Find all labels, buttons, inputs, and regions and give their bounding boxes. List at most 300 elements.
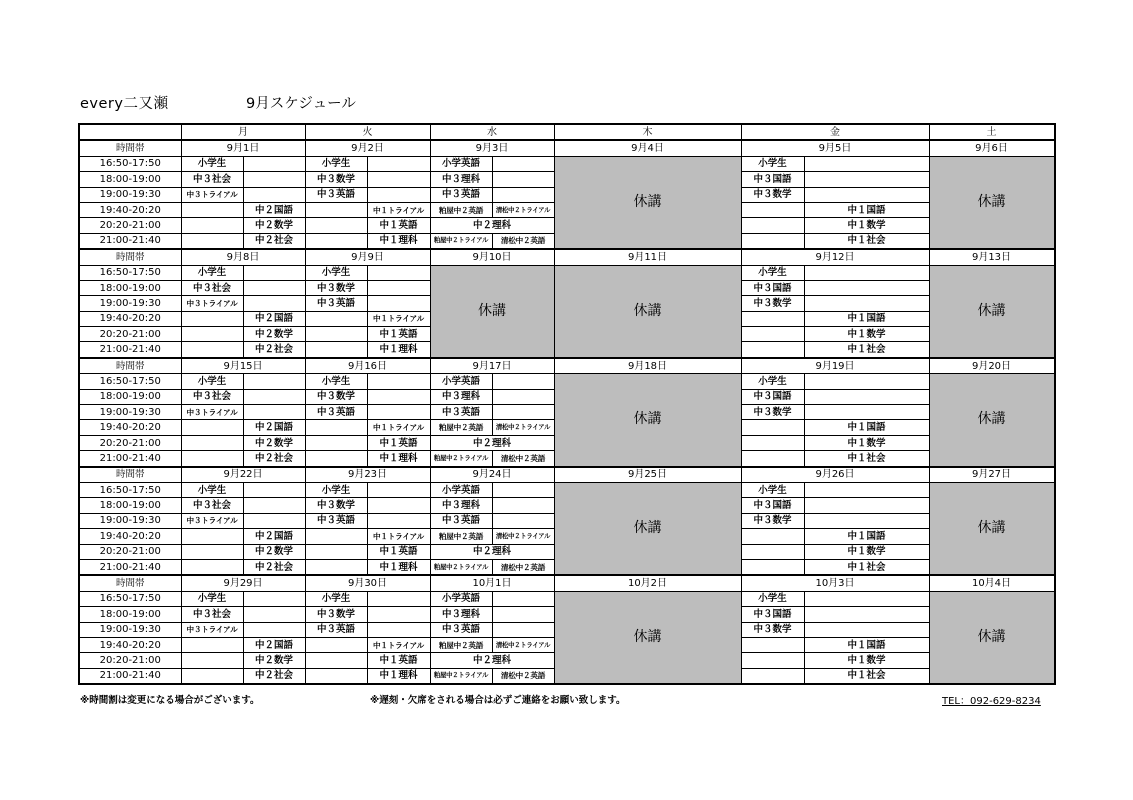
class-slot: 中１理科: [367, 559, 430, 575]
empty-slot: [181, 529, 243, 544]
class-slot: 中３社会: [181, 172, 243, 187]
class-slot: 中１国語: [804, 311, 929, 326]
class-slot: 中１トライアル: [367, 311, 430, 326]
date-header-row: [79, 575, 1055, 591]
time-range: 16:50-17:50: [79, 591, 181, 606]
date-label: [1054, 358, 1055, 374]
class-slot: 小学生: [305, 156, 367, 171]
empty-slot: [243, 482, 305, 497]
class-slot: 清松中２英語: [492, 233, 554, 249]
date-label: 9月23日: [305, 467, 430, 483]
class-slot: 小学生: [741, 265, 804, 280]
class-slot: 中１理科: [367, 451, 430, 467]
schedule-table: [78, 123, 1056, 685]
time-header: 時間帯: [79, 249, 181, 265]
class-slot: 中２国語: [243, 420, 305, 435]
class-slot: 小学生: [181, 482, 243, 497]
empty-slot: [181, 202, 243, 217]
time-header: 時間帯: [79, 575, 181, 591]
closed-cell: 休講: [554, 265, 741, 358]
class-slot: 粕屋中２トライアル: [430, 559, 492, 575]
class-slot: 中１トライアル: [367, 202, 430, 217]
class-slot: 中３トライアル: [181, 296, 243, 311]
class-slot: 小学英語: [430, 482, 492, 497]
class-slot: 中３数学: [741, 513, 804, 528]
time-range: 21:00-21:40: [79, 668, 181, 684]
time-range: 21:00-21:40: [79, 559, 181, 575]
empty-slot: [181, 420, 243, 435]
date-label: 10月2日: [554, 575, 741, 591]
closed-cell: 休講: [554, 482, 741, 575]
class-slot: 中１数学: [804, 544, 929, 559]
class-slot: 小学生: [305, 591, 367, 606]
date-label: 10月4日: [929, 575, 1054, 591]
class-slot: 中３英語: [430, 513, 492, 528]
closed-cell: 休講: [554, 374, 741, 467]
class-slot: 中３国語: [741, 280, 804, 295]
date-label: 9月26日: [741, 467, 929, 483]
class-slot: 中３数学: [305, 280, 367, 295]
empty-slot: [305, 233, 367, 249]
weekday-label: 水: [430, 124, 554, 140]
empty-slot: [243, 405, 305, 420]
empty-slot: [243, 498, 305, 513]
class-slot: 中１英語: [367, 327, 430, 342]
empty-slot: [243, 296, 305, 311]
class-slot: 清松中２トライアル: [492, 637, 554, 652]
class-slot: 清松中２トライアル: [492, 202, 554, 217]
time-range: 18:00-19:00: [79, 172, 181, 187]
class-slot: 小学生: [181, 374, 243, 389]
empty-slot: [492, 482, 554, 497]
class-slot: 中１国語: [804, 637, 929, 652]
empty-slot: [181, 668, 243, 684]
time-range: 20:20-21:00: [79, 218, 181, 233]
time-range: 19:40-20:20: [79, 420, 181, 435]
weekday-header-row: [79, 124, 1055, 140]
class-slot: 小学生: [741, 482, 804, 497]
date-label: [1054, 249, 1055, 265]
class-slot: 中２社会: [243, 342, 305, 358]
class-slot: 中３理科: [430, 607, 492, 622]
empty-slot: [367, 513, 430, 528]
class-slot: 中３トライアル: [181, 513, 243, 528]
weekday-label: 金: [741, 124, 929, 140]
empty-slot: [305, 342, 367, 358]
empty-slot: [243, 187, 305, 202]
class-slot: 中３英語: [305, 622, 367, 637]
time-range: 19:40-20:20: [79, 529, 181, 544]
empty-slot: [492, 156, 554, 171]
empty-slot: [741, 451, 804, 467]
time-header: 時間帯: [79, 358, 181, 374]
empty-slot: [305, 218, 367, 233]
date-header-row: [79, 140, 1055, 156]
empty-slot: [1055, 265, 1056, 280]
empty-slot: [741, 342, 804, 358]
empty-slot: [243, 374, 305, 389]
class-slot: 中１理科: [367, 342, 430, 358]
date-label: 9月30日: [305, 575, 430, 591]
time-slot-row: [79, 482, 1055, 497]
time-range: 18:00-19:00: [79, 389, 181, 404]
class-slot: 中３理科: [430, 172, 492, 187]
time-header: 時間帯: [79, 140, 181, 156]
class-slot: 中１国語: [804, 420, 929, 435]
time-range: 20:20-21:00: [79, 653, 181, 668]
empty-slot: [305, 544, 367, 559]
empty-slot: [492, 513, 554, 528]
class-slot: 小学英語: [430, 374, 492, 389]
schedule-change-note: ※時間割は変更になる場合がございます。: [80, 695, 260, 706]
class-slot: 中２社会: [243, 233, 305, 249]
empty-slot: [804, 607, 929, 622]
empty-slot: [804, 172, 929, 187]
empty-slot: [367, 156, 430, 171]
class-slot: 中３国語: [741, 607, 804, 622]
class-slot: 清松中２トライアル: [492, 529, 554, 544]
class-slot: 中２社会: [243, 668, 305, 684]
empty-slot: [181, 653, 243, 668]
empty-slot: [243, 607, 305, 622]
class-slot: 中３英語: [305, 296, 367, 311]
date-header-row: [79, 358, 1055, 374]
empty-slot: [804, 156, 929, 171]
empty-slot: [492, 591, 554, 606]
class-slot: 中３トライアル: [181, 187, 243, 202]
class-slot: 中１英語: [367, 544, 430, 559]
class-slot: 小学生: [741, 591, 804, 606]
class-slot: 中２理科: [430, 435, 554, 450]
time-range: 19:00-19:30: [79, 296, 181, 311]
empty-slot: [305, 653, 367, 668]
class-slot: 中２国語: [243, 202, 305, 217]
date-label: 9月19日: [741, 358, 929, 374]
class-slot: 中３数学: [741, 296, 804, 311]
weekday-label: 火: [305, 124, 430, 140]
empty-slot: [367, 498, 430, 513]
corner-cell: [79, 124, 181, 140]
empty-slot: [367, 187, 430, 202]
empty-slot: [305, 327, 367, 342]
time-slot-row: [79, 156, 1055, 171]
class-slot: 中２理科: [430, 653, 554, 668]
class-slot: 中３数学: [305, 172, 367, 187]
time-slot-row: [79, 265, 1055, 280]
absence-contact-note: ※遅刻・欠席をされる場合は必ずご連絡をお願い致します。: [370, 695, 626, 706]
class-slot: 中１トライアル: [367, 529, 430, 544]
empty-slot: [305, 202, 367, 217]
empty-slot: [1055, 311, 1056, 326]
empty-slot: [804, 280, 929, 295]
empty-slot: [305, 435, 367, 450]
empty-slot: [741, 653, 804, 668]
class-slot: 中２数学: [243, 653, 305, 668]
time-range: 18:00-19:00: [79, 498, 181, 513]
class-slot: 中２数学: [243, 327, 305, 342]
class-slot: 中３英語: [430, 187, 492, 202]
closed-cell: 休講: [929, 374, 1054, 467]
empty-slot: [367, 280, 430, 295]
class-slot: 小学生: [305, 374, 367, 389]
class-slot: 中３社会: [181, 607, 243, 622]
closed-cell: [1054, 482, 1055, 575]
class-slot: 小学生: [741, 374, 804, 389]
class-slot: 中１英語: [367, 653, 430, 668]
empty-slot: [1055, 342, 1056, 358]
empty-slot: [741, 668, 804, 684]
class-slot: 中２理科: [430, 218, 554, 233]
class-slot: 中２数学: [243, 544, 305, 559]
empty-slot: [367, 374, 430, 389]
empty-slot: [181, 327, 243, 342]
date-label: [1054, 467, 1055, 483]
empty-slot: [243, 622, 305, 637]
weekday-label: 木: [554, 124, 741, 140]
weekday-label: 月: [181, 124, 305, 140]
class-slot: 中３トライアル: [181, 622, 243, 637]
time-range: 18:00-19:00: [79, 607, 181, 622]
class-slot: 中３国語: [741, 172, 804, 187]
empty-slot: [741, 637, 804, 652]
class-slot: 中１社会: [804, 668, 929, 684]
class-slot: 中３社会: [181, 498, 243, 513]
empty-slot: [492, 622, 554, 637]
time-range: 16:50-17:50: [79, 482, 181, 497]
date-label: 9月4日: [554, 140, 741, 156]
time-range: 21:00-21:40: [79, 233, 181, 249]
weekday-label: 土: [929, 124, 1054, 140]
date-label: 9月1日: [181, 140, 305, 156]
empty-slot: [367, 265, 430, 280]
school-name: every二又瀬: [80, 96, 169, 112]
time-range: 19:40-20:20: [79, 637, 181, 652]
class-slot: 粕屋中２英語: [430, 202, 492, 217]
class-slot: 清松中２英語: [492, 668, 554, 684]
empty-slot: [243, 265, 305, 280]
empty-slot: [492, 187, 554, 202]
class-slot: 小学生: [305, 265, 367, 280]
closed-cell: 休講: [929, 265, 1054, 358]
empty-slot: [243, 591, 305, 606]
empty-slot: [804, 513, 929, 528]
date-label: [1054, 575, 1055, 591]
date-label: 9月12日: [741, 249, 929, 265]
class-slot: 中２社会: [243, 559, 305, 575]
time-range: 21:00-21:40: [79, 342, 181, 358]
class-slot: 中１社会: [804, 342, 929, 358]
time-range: 19:40-20:20: [79, 202, 181, 217]
empty-slot: [492, 172, 554, 187]
empty-slot: [492, 389, 554, 404]
empty-slot: [181, 559, 243, 575]
empty-slot: [804, 482, 929, 497]
class-slot: 小学生: [181, 265, 243, 280]
phone-number: TEL：092-629-8234: [942, 696, 1041, 707]
class-slot: 中２数学: [243, 218, 305, 233]
date-label: 9月18日: [554, 358, 741, 374]
class-slot: 中３英語: [305, 405, 367, 420]
empty-slot: [741, 311, 804, 326]
class-slot: 中３数学: [741, 622, 804, 637]
class-slot: 中３国語: [741, 498, 804, 513]
empty-slot: [305, 668, 367, 684]
class-slot: 中２理科: [430, 544, 554, 559]
date-label: 10月1日: [430, 575, 554, 591]
class-slot: 清松中２英語: [492, 559, 554, 575]
empty-slot: [1055, 327, 1056, 342]
class-slot: 中３数学: [305, 498, 367, 513]
class-slot: 中１数学: [804, 327, 929, 342]
time-slot-row: [79, 591, 1055, 606]
empty-slot: [243, 389, 305, 404]
date-label: 9月6日: [929, 140, 1054, 156]
closed-cell: 休講: [929, 156, 1054, 249]
class-slot: 小学生: [305, 482, 367, 497]
empty-slot: [804, 591, 929, 606]
class-slot: 中２国語: [243, 529, 305, 544]
class-slot: 中１社会: [804, 451, 929, 467]
date-label: 9月27日: [929, 467, 1054, 483]
class-slot: 中２国語: [243, 311, 305, 326]
class-slot: 中２数学: [243, 435, 305, 450]
date-label: 9月29日: [181, 575, 305, 591]
time-range: 19:40-20:20: [79, 311, 181, 326]
closed-cell: 休講: [929, 482, 1054, 575]
empty-slot: [741, 327, 804, 342]
class-slot: 中３数学: [305, 389, 367, 404]
empty-slot: [804, 265, 929, 280]
class-slot: 中３数学: [741, 187, 804, 202]
class-slot: 中３理科: [430, 389, 492, 404]
class-slot: 清松中２トライアル: [492, 420, 554, 435]
class-slot: 粕屋中２英語: [430, 529, 492, 544]
class-slot: 中１英語: [367, 435, 430, 450]
empty-slot: [305, 559, 367, 575]
class-slot: 中１数学: [804, 435, 929, 450]
class-slot: 中３数学: [741, 405, 804, 420]
class-slot: 中３英語: [430, 622, 492, 637]
empty-slot: [305, 420, 367, 435]
time-header: 時間帯: [79, 467, 181, 483]
closed-cell: [1054, 591, 1055, 684]
class-slot: 中１トライアル: [367, 637, 430, 652]
empty-slot: [181, 311, 243, 326]
class-slot: 中２国語: [243, 637, 305, 652]
time-range: 16:50-17:50: [79, 156, 181, 171]
date-label: 9月8日: [181, 249, 305, 265]
date-label: 9月22日: [181, 467, 305, 483]
closed-cell: [1054, 156, 1055, 249]
class-slot: 粕屋中２英語: [430, 637, 492, 652]
class-slot: 小学生: [181, 156, 243, 171]
class-slot: 小学生: [741, 156, 804, 171]
empty-slot: [741, 420, 804, 435]
class-slot: 中１数学: [804, 653, 929, 668]
empty-slot: [305, 529, 367, 544]
empty-slot: [181, 435, 243, 450]
class-slot: 粕屋中２トライアル: [430, 668, 492, 684]
empty-slot: [804, 622, 929, 637]
class-slot: 中１国語: [804, 202, 929, 217]
empty-slot: [181, 342, 243, 358]
empty-slot: [741, 233, 804, 249]
empty-slot: [367, 607, 430, 622]
empty-slot: [181, 544, 243, 559]
empty-slot: [492, 607, 554, 622]
empty-slot: [367, 405, 430, 420]
class-slot: 中１理科: [367, 233, 430, 249]
empty-slot: [243, 513, 305, 528]
date-label: 9月20日: [929, 358, 1054, 374]
class-slot: 中１社会: [804, 559, 929, 575]
empty-slot: [741, 435, 804, 450]
time-range: 19:00-19:30: [79, 187, 181, 202]
time-range: 16:50-17:50: [79, 265, 181, 280]
class-slot: 粕屋中２英語: [430, 420, 492, 435]
class-slot: 中１英語: [367, 218, 430, 233]
empty-slot: [492, 374, 554, 389]
empty-slot: [804, 187, 929, 202]
empty-slot: [492, 498, 554, 513]
class-slot: 中１トライアル: [367, 420, 430, 435]
weekday-label: [1054, 124, 1055, 140]
empty-slot: [305, 637, 367, 652]
class-slot: 粕屋中２トライアル: [430, 233, 492, 249]
time-range: 20:20-21:00: [79, 327, 181, 342]
date-label: [1054, 140, 1055, 156]
empty-slot: [1055, 280, 1056, 295]
empty-slot: [804, 498, 929, 513]
empty-slot: [305, 311, 367, 326]
time-range: 19:00-19:30: [79, 513, 181, 528]
time-range: 20:20-21:00: [79, 544, 181, 559]
class-slot: 中３数学: [305, 607, 367, 622]
time-range: 19:00-19:30: [79, 405, 181, 420]
date-label: 9月15日: [181, 358, 305, 374]
page-title: 9月スケジュール: [246, 96, 356, 112]
class-slot: 中３トライアル: [181, 405, 243, 420]
date-label: 9月11日: [554, 249, 741, 265]
date-label: 9月3日: [430, 140, 554, 156]
empty-slot: [804, 296, 929, 311]
closed-cell: 休講: [554, 156, 741, 249]
empty-slot: [367, 172, 430, 187]
date-label: 9月25日: [554, 467, 741, 483]
class-slot: 中１数学: [804, 218, 929, 233]
closed-cell: 休講: [430, 265, 554, 358]
class-slot: 中１理科: [367, 668, 430, 684]
class-slot: 中３社会: [181, 389, 243, 404]
empty-slot: [181, 451, 243, 467]
class-slot: 小学生: [181, 591, 243, 606]
date-header-row: [79, 249, 1055, 265]
empty-slot: [367, 482, 430, 497]
empty-slot: [305, 451, 367, 467]
empty-slot: [367, 389, 430, 404]
date-label: 9月24日: [430, 467, 554, 483]
empty-slot: [181, 637, 243, 652]
time-range: 16:50-17:50: [79, 374, 181, 389]
class-slot: 小学英語: [430, 156, 492, 171]
date-label: 9月17日: [430, 358, 554, 374]
date-label: 9月13日: [929, 249, 1054, 265]
class-slot: [1054, 296, 1055, 311]
time-range: 21:00-21:40: [79, 451, 181, 467]
empty-slot: [804, 405, 929, 420]
date-label: 9月10日: [430, 249, 554, 265]
empty-slot: [804, 374, 929, 389]
